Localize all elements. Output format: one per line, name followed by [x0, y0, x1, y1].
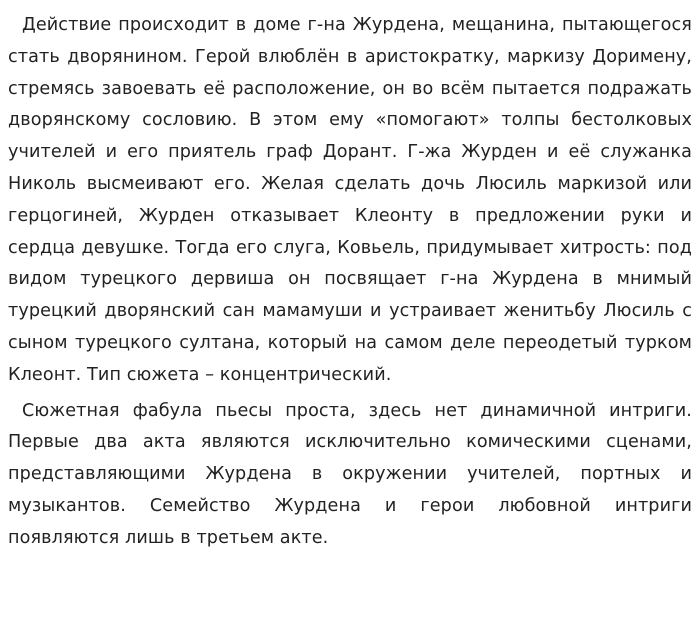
paragraph-plot-summary: Действие происходит в доме г-на Журдена, мещанина, пытающегося стать дворянином. Герой влюблён в аристократку, маркизу Доримену, стремясь завоевать её расположение, он во всём пытается подражать дворянскому сословию. В этом ему «помогают» толпы бестолковых учителей и его приятель граф Дорант. Г-жа Журден и её служанка Николь высмеивают его. Желая сделать дочь Люсиль маркизой или герцогиней, Журден отказывает Клеонту в предложении руки и сердца девушке. Тогда его слуга, Ковьель, придумывает хитрость: под видом турецкого дервиша он посвящает г-на Журдена в мнимый турецкий дворянский сан мамамуши и устраивает женитьбу Люсиль с сыном турецкого султана, который на самом деле переодетый турком Клеонт. Тип сюжета – концентрический. — [8, 15, 692, 385]
paragraph-plot-structure: Сюжетная фабула пьесы проста, здесь нет динамичной интриги. Первые два акта являются исключительно комическими сценами, представляющими Журдена в окружении учителей, портных и музыкантов. Семейство Журдена и герои любовной интриги появляются лишь в третьем акте. — [8, 400, 692, 548]
